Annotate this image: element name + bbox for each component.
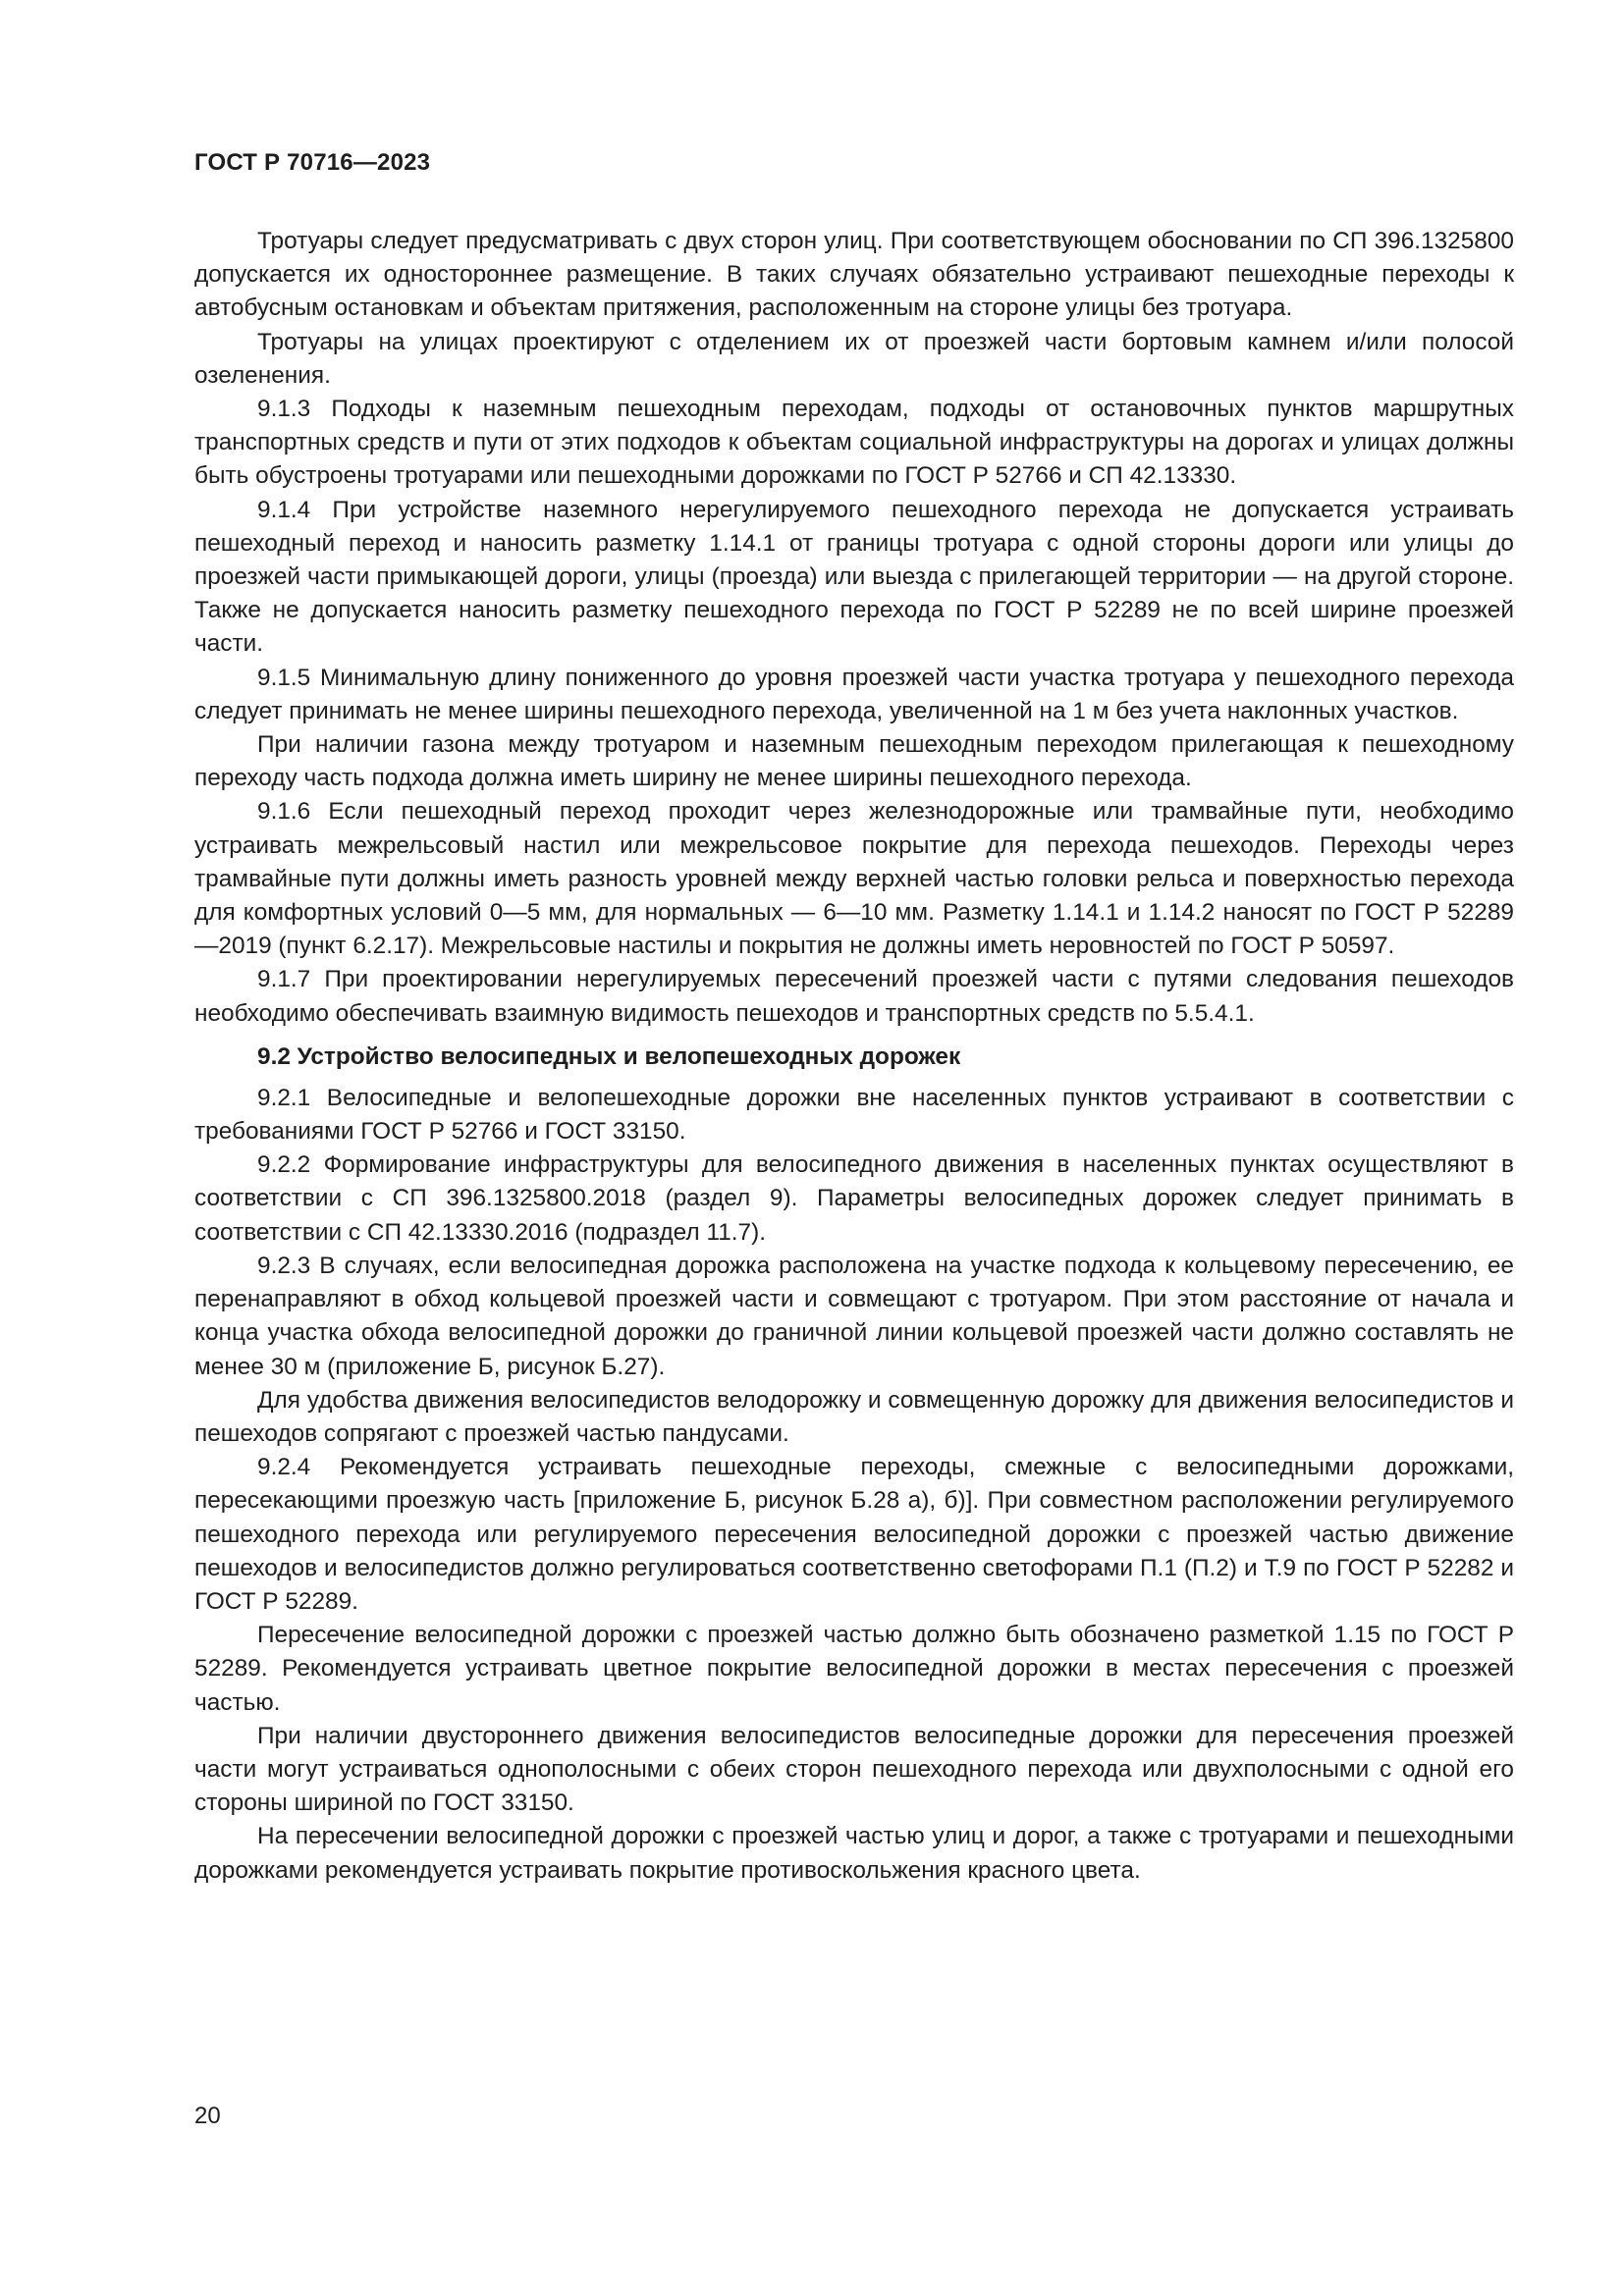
paragraph: Для удобства движения велосипедистов велодорожку и совмещенную дорожку для движения велосипедистов и пешеходов сопрягают с проезжей частью пандусами. (194, 1386, 1514, 1447)
paragraph-9-2-3: 9.2.3 В случаях, если велосипедная дорожка расположена на участке подхода к кольцевому пересечению, ее перенаправляют в обход кольцевой проезжей части и совмещают с тротуаром. При этом расстояние от начала и конца участка обхода велосипедной дорожки до граничной линии кольцевой проезжей части должно составлять не менее 30 м (приложение Б, рисунок Б.27). (194, 1252, 1514, 1380)
paragraph: При наличии газона между тротуаром и наземным пешеходным переходом прилегающая к пешеходному переходу часть подхода должна иметь ширину не менее ширины пешеходного перехода. (194, 731, 1514, 792)
paragraph: Тротуары на улицах проектируют с отделением их от проезжей части бортовым камнем и/или полосой озеленения. (194, 328, 1514, 389)
paragraph-9-2-2: 9.2.2 Формирование инфраструктуры для велосипедного движения в населенных пунктах осуществляют в соответствии с СП 396.1325800.2018 (раздел 9). Параметры велосипедных дорожек следует принимать в соответствии с СП 42.13330.2016 (подраздел 11.7). (194, 1151, 1514, 1246)
paragraph-9-2-4: 9.2.4 Рекомендуется устраивать пешеходные переходы, смежные с велосипедными дорожками, пересекающими проезжую часть [приложение Б, рисунок Б.28 а), б)]. При совместном расположении регулируемого пешеходного перехода или регулируемого пересечения велосипедной дорожки с проезжей частью движение пешеходов и велосипедистов должно регулироваться соответственно светофорами П.1 (П.2) и Т.9 по ГОСТ Р 52282 и ГОСТ Р 52289. (194, 1454, 1514, 1615)
paragraph-9-1-3: 9.1.3 Подходы к наземным пешеходным переходам, подходы от остановочных пунктов маршрутных транспортных средств и пути от этих подходов к объектам социальной инфраструктуры на дорогах и улицах должны быть обустроены тротуарами или пешеходными дорожками по ГОСТ Р 52766 и СП 42.13330. (194, 396, 1514, 490)
paragraph: При наличии двустороннего движения велосипедистов велосипедные дорожки для пересечения проезжей части могут устраиваться однополосными с обеих сторон пешеходного перехода или двухполосными с одной его стороны шириной по ГОСТ 33150. (194, 1722, 1514, 1817)
page-number: 20 (194, 2103, 221, 2129)
paragraph-9-1-7: 9.1.7 При проектировании нерегулируемых пересечений проезжей части с путями следования пешеходов необходимо обеспечивать взаимную видимость пешеходов и транспортных средств по 5.5.4.1. (194, 966, 1514, 1027)
paragraph: Тротуары следует предусматривать с двух сторон улиц. При соответствующем обосновании по СП 396.1325800 допускается их одностороннее размещение. В таких случаях обязательно устраивают пешеходные переходы к автобусным остановкам и объектам притяжения, расположенным на стороне улицы без тротуара. (194, 228, 1514, 322)
paragraph: Пересечение велосипедной дорожки с проезжей частью должно быть обозначено разметкой 1.15 по ГОСТ Р 52289. Рекомендуется устраивать цветное покрытие велосипедной дорожки в местах пересечения с проезжей частью. (194, 1622, 1514, 1716)
section-title-9-2: 9.2 Устройство велосипедных и велопешеходных дорожек (257, 1042, 961, 1070)
document-body (194, 225, 1514, 1888)
paragraph-9-1-5: 9.1.5 Минимальную длину пониженного до уровня проезжей части участка тротуара у пешеходного перехода следует принимать не менее ширины пешеходного перехода, увеличенной на 1 м без учета наклонных участков. (194, 664, 1514, 724)
document-code-header: ГОСТ Р 70716—2023 (194, 149, 431, 176)
paragraph-9-1-4: 9.1.4 При устройстве наземного нерегулируемого пешеходного перехода не допускается устраивать пешеходный переход и наносить разметку 1.14.1 от границы тротуара с одной стороны дороги или улицы до проезжей части примыкающей дороги, улицы (проезда) или выезда с прилегающей территории — на другой стороне. Также не допускается наносить разметку пешеходного перехода по ГОСТ Р 52289 не по всей ширине проезжей части. (194, 496, 1514, 658)
paragraph: На пересечении велосипедной дорожки с проезжей частью улиц и дорог, а также с тротуарами и пешеходными дорожками рекомендуется устраивать покрытие противоскольжения красного цвета. (194, 1823, 1514, 1884)
paragraph-9-1-6: 9.1.6 Если пешеходный переход проходит через железнодорожные или трамвайные пути, необходимо устраивать межрельсовый настил или межрельсовое покрытие для перехода пешеходов. Переходы через трамвайные пути должны иметь разность уровней между верхней частью головки рельса и поверхностью перехода для комфортных условий 0—5 мм, для нормальных — 6—10 мм. Разметку 1.14.1 и 1.14.2 наносят по ГОСТ Р 52289—2019 (пункт 6.2.17). Межрельсовые настилы и покрытия не должны иметь неровностей по ГОСТ Р 50597. (194, 798, 1514, 960)
paragraph-9-2-1: 9.2.1 Велосипедные и велопешеходные дорожки вне населенных пунктов устраивают в соответствии с требованиями ГОСТ Р 52766 и ГОСТ 33150. (194, 1084, 1514, 1146)
